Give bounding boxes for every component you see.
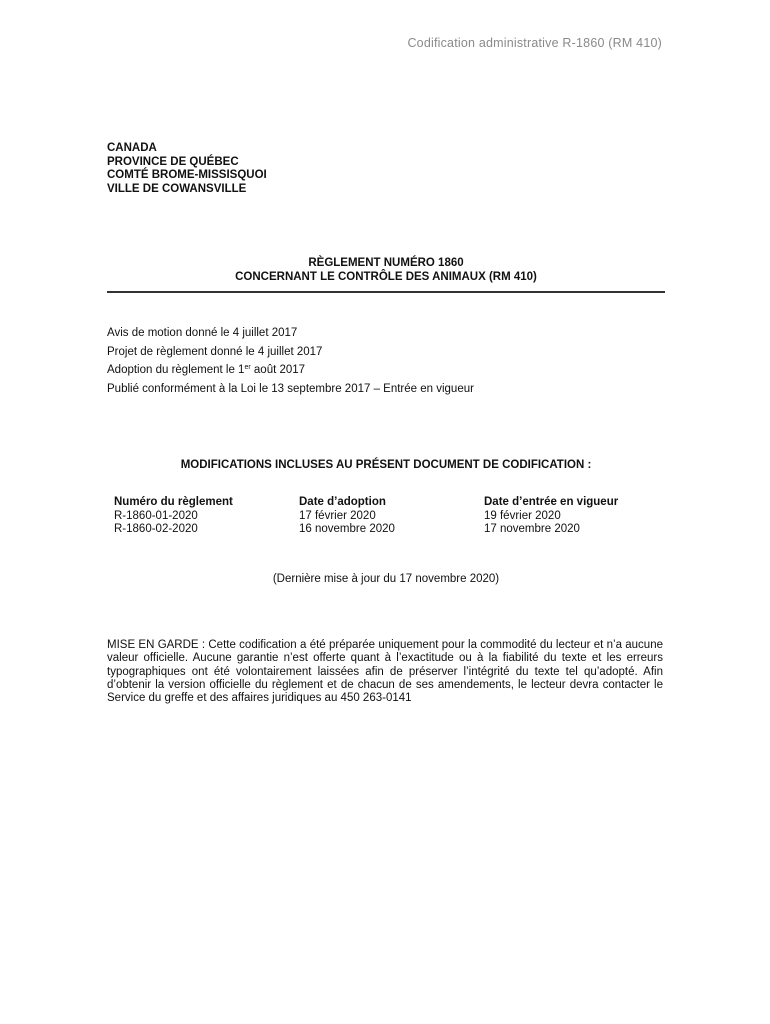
table-cell: R-1860-01-2020: [114, 509, 198, 522]
column-header-adoption: Date d’adoption: [299, 496, 386, 508]
table-cell: R-1860-02-2020: [114, 523, 198, 535]
column-header-effective: Date d’entrée en vigueur: [484, 496, 619, 508]
table-cell: 16 novembre 2020: [299, 523, 395, 535]
bylaw-subject: CONCERNANT LE CONTRÔLE DES ANIMAUX (RM 410): [235, 271, 537, 283]
bylaw-title: [107, 256, 665, 284]
table-row: [114, 523, 684, 537]
last-update-note: (Dernière mise à jour du 17 novembre 2020): [272, 573, 500, 585]
table-header-row: [114, 496, 684, 510]
adoption-date-prefix: Adoption du règlement le 1: [107, 364, 245, 376]
table-cell: 17 février 2020: [299, 509, 376, 522]
adoption-history: [107, 324, 474, 398]
table-cell: 17 novembre 2020: [484, 523, 580, 535]
modifications-table: [114, 496, 684, 537]
publication-notice: Publié conformément à la Loi le 13 septembre 2017 – Entrée en vigueur: [107, 382, 474, 395]
disclaimer-paragraph: MISE EN GARDE : Cette codification a été préparée uniquement pour la commodité du lecteur et n’a aucune valeur officielle. Aucune garantie n’est offerte quant à l’exactitude ou à la fiabilité du texte et les erreurs typographiques ont été volontairement laissées afin de préserver l’intégrité du texte tel qu’adopté. Afin d’obtenir la version officielle du règlement et de chacun de ses amendements, le lecteur devra contacter le Service du greffe et des affaires juridiques au 450 263-0141: [107, 639, 663, 705]
notice-of-motion: Avis de motion donné le 4 juillet 2017: [107, 327, 298, 339]
jurisdiction-city: VILLE DE COWANSVILLE: [107, 182, 247, 195]
column-header-number: Numéro du règlement: [114, 496, 233, 508]
table-cell: 19 février 2020: [484, 509, 561, 522]
draft-bylaw-notice: Projet de règlement donné le 4 juillet 2017: [107, 345, 323, 358]
adoption-date-suffix: août 2017: [250, 364, 306, 376]
table-row: [114, 510, 684, 524]
jurisdiction-country: CANADA: [107, 142, 157, 154]
adoption-date: [107, 361, 474, 380]
bylaw-number: RÈGLEMENT NUMÉRO 1860: [308, 257, 464, 269]
jurisdiction-county: COMTÉ BROME-MISSISQUOI: [107, 169, 267, 181]
jurisdiction-block: [107, 142, 267, 196]
codification-reference: Codification administrative R-1860 (RM 410): [407, 36, 662, 50]
adoption-date-superscript: er: [244, 364, 251, 371]
title-divider: [107, 291, 665, 293]
modifications-heading: MODIFICATIONS INCLUSES AU PRÉSENT DOCUMENT DE CODIFICATION :: [180, 459, 592, 471]
jurisdiction-province: PROVINCE DE QUÉBEC: [107, 155, 239, 168]
